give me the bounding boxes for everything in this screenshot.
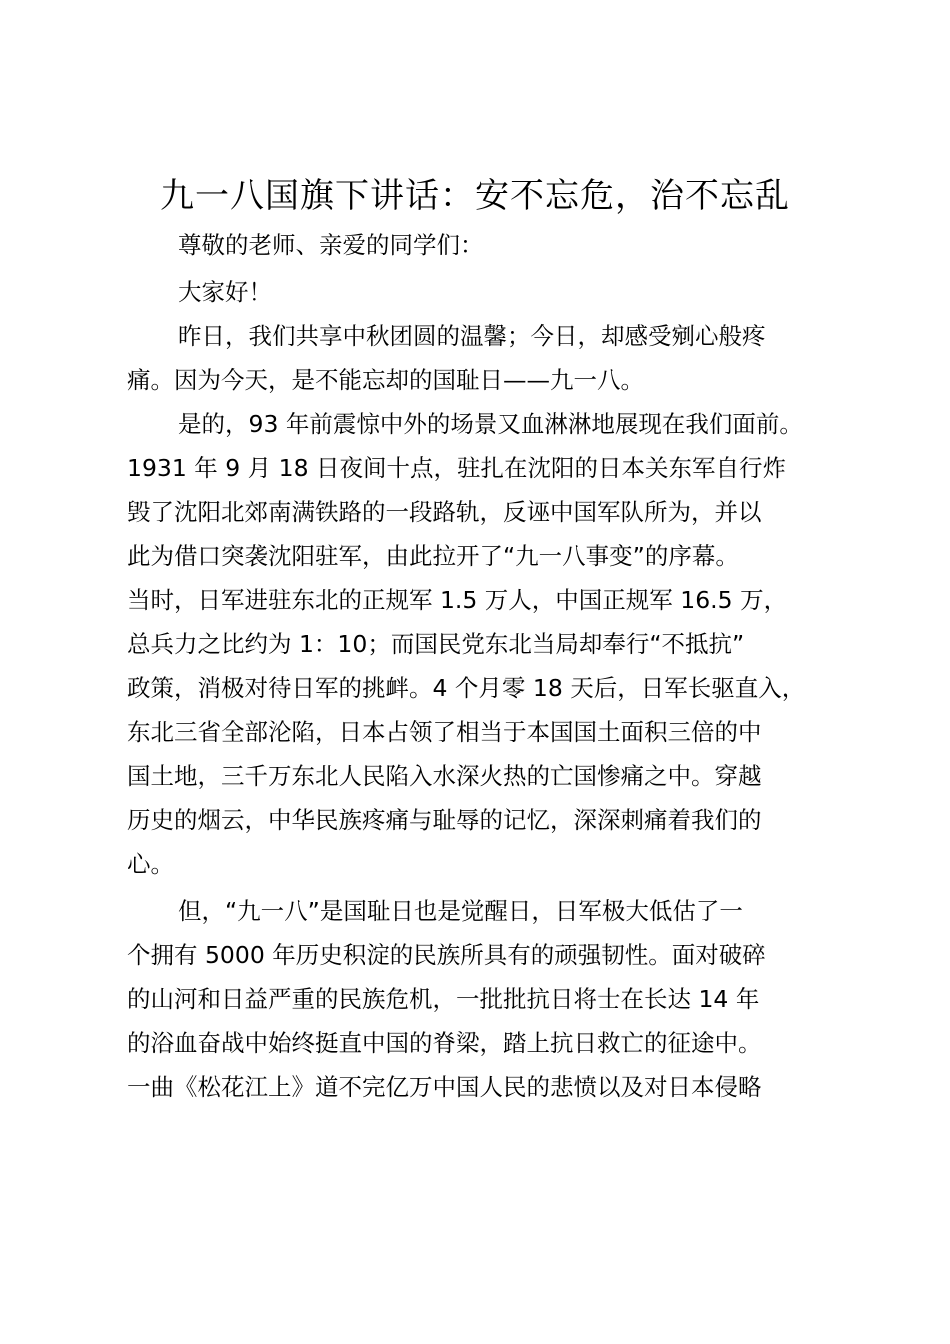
body-line: 此为借口突袭沈阳驻军，由此拉开了“九一八事变”的序幕。 bbox=[127, 542, 739, 570]
body-line: 当时，日军进驻东北的正规军 1.5 万人，中国正规军 16.5 万， bbox=[127, 586, 788, 614]
salutation-line: 尊敬的老师、亲爱的同学们： bbox=[178, 231, 484, 259]
body-line: 历史的烟云，中华民族疼痛与耻辱的记忆，深深刺痛着我们的 bbox=[127, 806, 762, 834]
body-line: 个拥有 5000 年历史积淀的民族所具有的顽强韧性。面对破碎 bbox=[127, 941, 766, 969]
body-line: 的浴血奋战中始终挺直中国的脊梁，踏上抗日救亡的征途中。 bbox=[127, 1029, 762, 1057]
body-line: 心。 bbox=[127, 850, 174, 878]
document-title: 九一八国旗下讲话：安不忘危，治不忘乱 bbox=[160, 176, 790, 216]
body-line: 一曲《松花江上》道不完亿万中国人民的悲愤以及对日本侵略 bbox=[127, 1073, 762, 1101]
body-line: 是的，93 年前震惊中外的场景又血淋淋地展现在我们面前。 bbox=[178, 410, 803, 438]
body-line: 总兵力之比约为 1：10；而国民党东北当局却奉行“不抵抗” bbox=[127, 630, 745, 658]
body-line: 国土地，三千万东北人民陷入水深火热的亡国惨痛之中。穿越 bbox=[127, 762, 762, 790]
body-line: 政策，消极对待日军的挑衅。4 个月零 18 天后，日军长驱直入， bbox=[127, 674, 806, 702]
greeting-line: 大家好！ bbox=[178, 278, 272, 306]
body-line: 的山河和日益严重的民族危机，一批批抗日将士在长达 14 年 bbox=[127, 985, 760, 1013]
body-line: 昨日，我们共享中秋团圆的温馨；今日，却感受剜心般疼 bbox=[178, 322, 766, 350]
body-line: 东北三省全部沦陷，日本占领了相当于本国国土面积三倍的中 bbox=[127, 718, 762, 746]
body-line: 但，“九一八”是国耻日也是觉醒日，日军极大低估了一 bbox=[178, 897, 743, 925]
body-line: 毁了沈阳北郊南满铁路的一段路轨，反诬中国军队所为，并以 bbox=[127, 498, 762, 526]
body-line: 1931 年 9 月 18 日夜间十点，驻扎在沈阳的日本关东军自行炸 bbox=[127, 454, 787, 482]
body-line: 痛。因为今天，是不能忘却的国耻日——九一八。 bbox=[127, 366, 644, 394]
